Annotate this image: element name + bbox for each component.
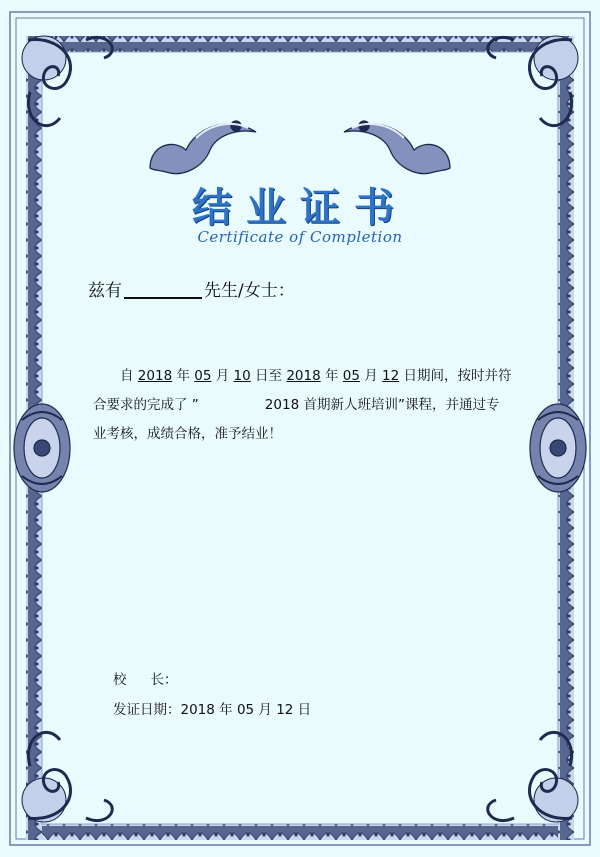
body-line-2 [93, 391, 513, 420]
month-unit-2: 月 [364, 368, 378, 384]
day-to: 日至 [255, 368, 283, 384]
body-from: 自 [120, 368, 134, 384]
year-unit-2: 年 [324, 368, 339, 384]
period-text: 日期间，按时并符 [403, 368, 512, 384]
end-month: 05 [342, 368, 360, 384]
certificate-title: 结业证书 [192, 185, 408, 231]
end-year: 2018 [286, 368, 321, 384]
principal-label [113, 668, 178, 688]
recipient-suffix: 先生/女士： [204, 281, 295, 301]
principal-label-a: 校 [113, 672, 127, 688]
line3-text: 业考核，成绩合格，准予结业！ [93, 426, 282, 442]
month-unit-1: 月 [215, 368, 230, 384]
start-month: 05 [194, 368, 212, 384]
year-unit-1: 年 [176, 368, 190, 384]
body-line-1 [93, 362, 513, 391]
line2-start: 合要求的完成了 ” [93, 397, 199, 413]
recipient-line [88, 276, 295, 301]
name-blank-line [124, 279, 202, 299]
end-day: 12 [382, 368, 400, 384]
left-side-medallion [14, 404, 70, 492]
border-bottom-band [26, 824, 574, 840]
course-name: 2018 首期新人班培训”课程，并通过专 [264, 397, 500, 413]
right-side-medallion [530, 404, 586, 492]
body-line-3 [93, 420, 513, 449]
border-top-band [26, 36, 574, 52]
issue-date: 发证日期：2018 年 05 月 12 日 [113, 702, 312, 718]
recipient-prefix: 兹有 [88, 281, 122, 301]
start-day: 10 [233, 368, 251, 384]
certificate-subtitle: Certificate of Completion [197, 228, 403, 246]
start-year: 2018 [137, 368, 173, 384]
certificate-body [93, 362, 513, 449]
principal-label-b: 长： [150, 672, 178, 688]
